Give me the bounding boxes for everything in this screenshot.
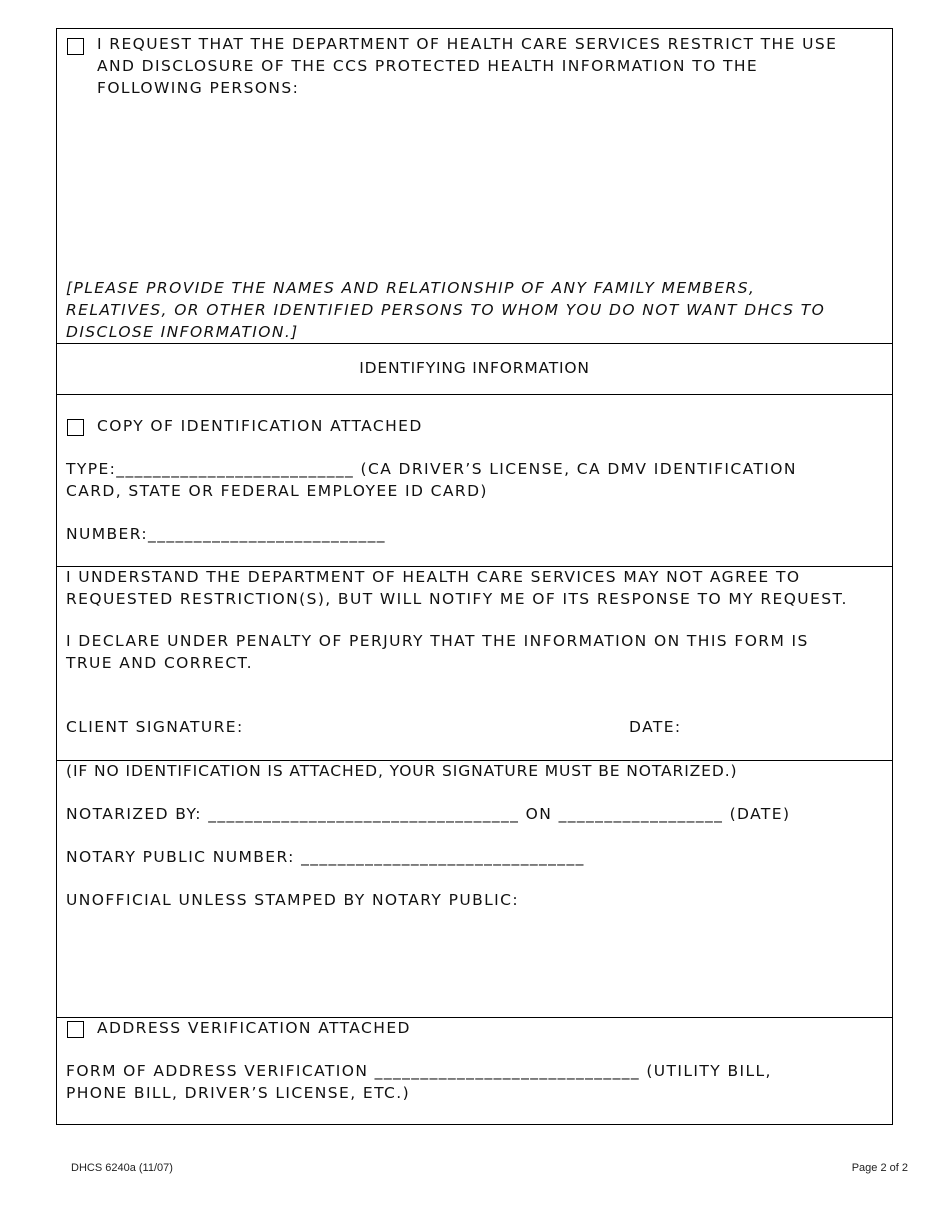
identifying-information-heading: IDENTIFYING INFORMATION — [359, 359, 590, 377]
restrict-text-line-1: I REQUEST THAT THE DEPARTMENT OF HEALTH CARE SERVICES RESTRICT THE USE — [97, 35, 838, 53]
declaration-section — [57, 567, 892, 761]
declaration-line-3: I DECLARE UNDER PENALTY OF PERJURY THAT THE INFORMATION ON THIS FORM IS — [66, 632, 809, 650]
notarized-by-line: NOTARIZED BY: __________________________________ ON __________________ (DATE) — [66, 805, 791, 823]
identification-checkbox[interactable] — [67, 419, 84, 436]
notary-intro: (IF NO IDENTIFICATION IS ATTACHED, YOUR SIGNATURE MUST BE NOTARIZED.) — [66, 762, 738, 780]
notary-stamp-line: UNOFFICIAL UNLESS STAMPED BY NOTARY PUBLIC: — [66, 891, 519, 909]
restriction-section — [57, 29, 892, 344]
restrict-text-line-2: AND DISCLOSURE OF THE CCS PROTECTED HEALTH INFORMATION TO THE — [97, 57, 759, 75]
address-checkbox[interactable] — [67, 1021, 84, 1038]
declaration-line-4: TRUE AND CORRECT. — [66, 654, 253, 672]
address-verification-line-2: PHONE BILL, DRIVER’S LICENSE, ETC.) — [66, 1084, 411, 1102]
notary-number-line: NOTARY PUBLIC NUMBER: _______________________________ — [66, 848, 585, 866]
id-type-line-2: CARD, STATE OR FEDERAL EMPLOYEE ID CARD) — [66, 482, 488, 500]
declaration-line-2: REQUESTED RESTRICTION(S), BUT WILL NOTIFY ME OF ITS RESPONSE TO MY REQUEST. — [66, 590, 848, 608]
address-verification-line-1: FORM OF ADDRESS VERIFICATION _____________________________ (UTILITY BILL, — [66, 1062, 772, 1080]
identifying-header-section — [57, 344, 892, 395]
identification-section — [57, 395, 892, 567]
page-number: Page 2 of 2 — [851, 1162, 908, 1174]
client-signature-label: CLIENT SIGNATURE: — [66, 718, 244, 736]
restrict-note-line-2: RELATIVES, OR OTHER IDENTIFIED PERSONS TO WHOM YOU DO NOT WANT DHCS TO — [66, 301, 826, 319]
id-type-line-1: TYPE:__________________________ (CA DRIVER’S LICENSE, CA DMV IDENTIFICATION — [66, 460, 797, 478]
restrict-note-line-3: DISCLOSE INFORMATION.] — [66, 323, 299, 341]
form-id: DHCS 6240a (11/07) — [71, 1162, 173, 1174]
restrict-note-line-1: [PLEASE PROVIDE THE NAMES AND RELATIONSHIP OF ANY FAMILY MEMBERS, — [66, 279, 756, 297]
form-page — [56, 28, 893, 1125]
id-number-line: NUMBER:__________________________ — [66, 525, 386, 543]
date-label: DATE: — [629, 718, 682, 736]
address-checkbox-label: ADDRESS VERIFICATION ATTACHED — [97, 1019, 411, 1037]
address-section — [57, 1018, 892, 1124]
restrict-text-line-3: FOLLOWING PERSONS: — [97, 79, 300, 97]
notary-section — [57, 761, 892, 1018]
restrict-checkbox[interactable] — [67, 38, 84, 55]
declaration-line-1: I UNDERSTAND THE DEPARTMENT OF HEALTH CARE SERVICES MAY NOT AGREE TO — [66, 568, 801, 586]
identification-checkbox-label: COPY OF IDENTIFICATION ATTACHED — [97, 417, 423, 435]
